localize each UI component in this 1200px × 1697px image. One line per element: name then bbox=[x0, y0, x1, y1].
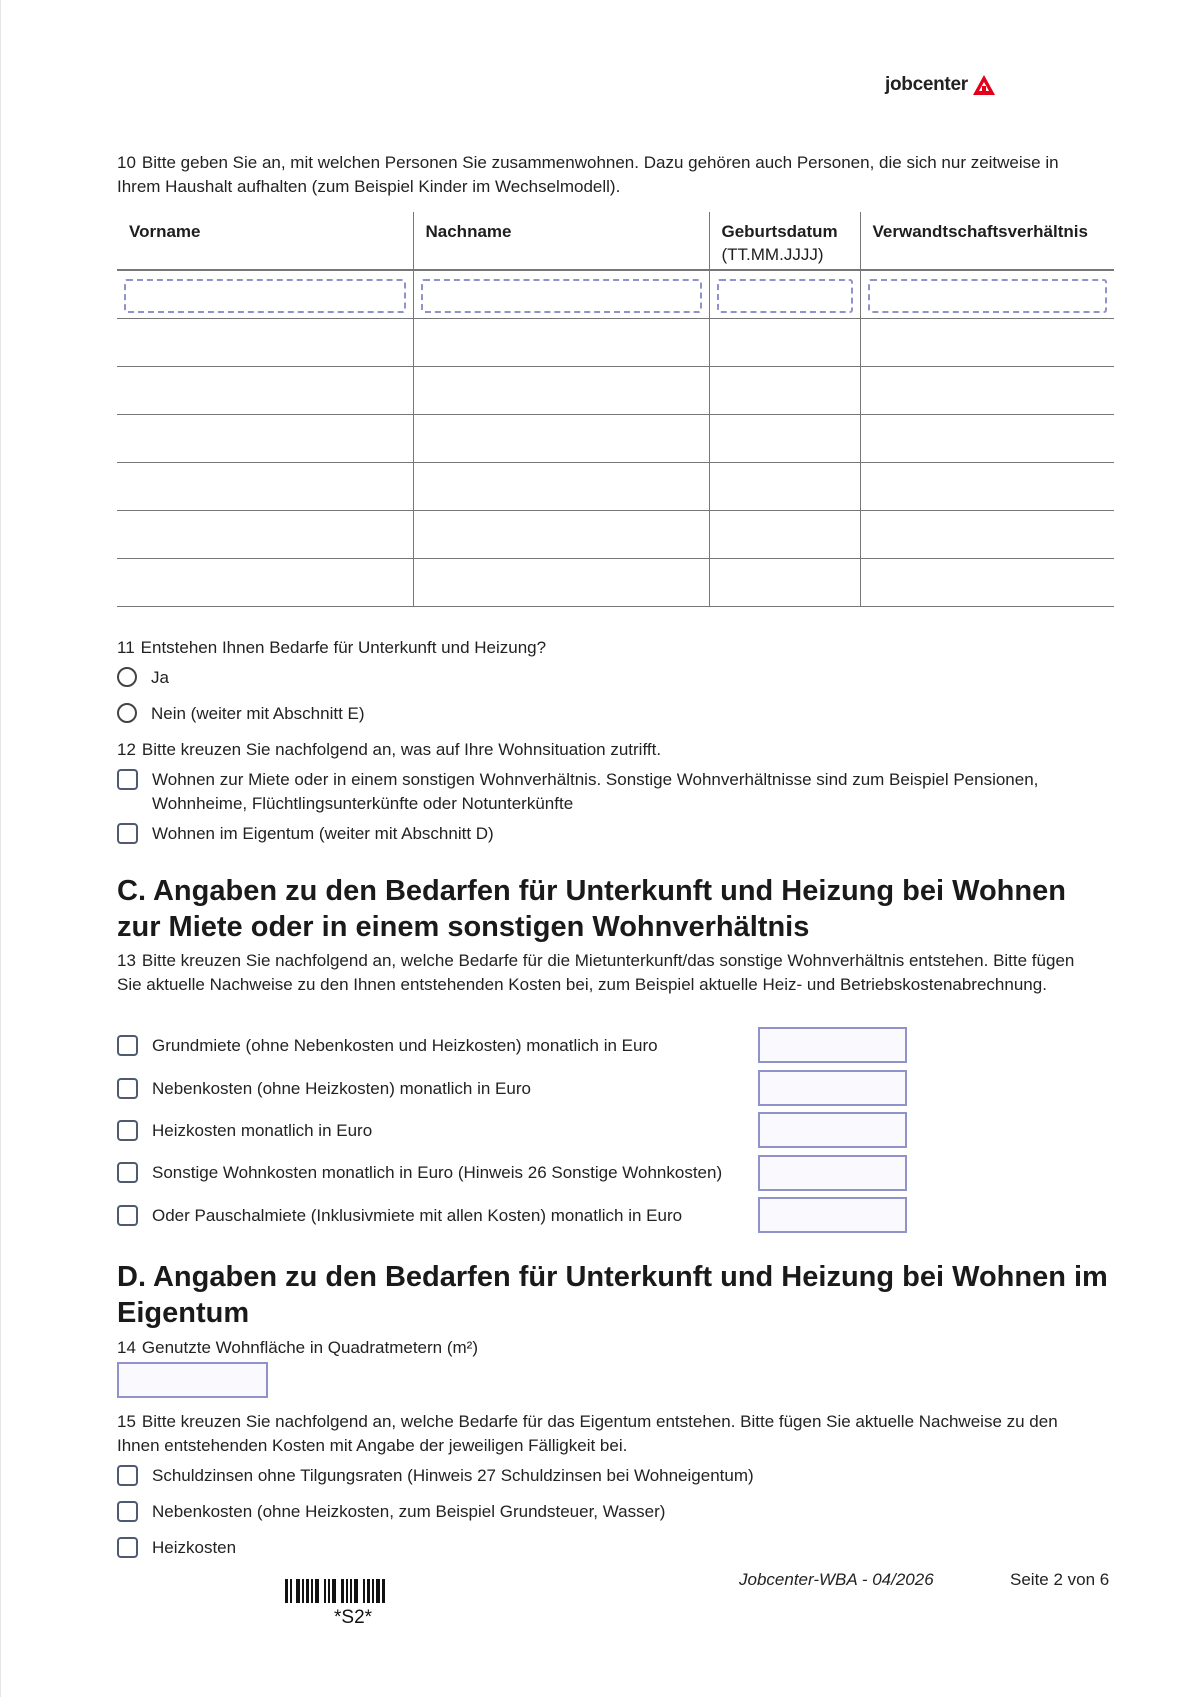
table-cell[interactable] bbox=[117, 558, 413, 606]
option-ownership[interactable] bbox=[117, 822, 1107, 846]
question-number: 14 bbox=[117, 1338, 136, 1357]
table-cell[interactable] bbox=[413, 510, 709, 558]
table-row bbox=[117, 510, 1114, 558]
question-text: Bitte kreuzen Sie nachfolgend an, welche Bedarfe für die Mietunterkunft/das sonstige Wohnverhältnis entstehen. Bitte fügen Sie aktuelle Nachweise zu den Ihnen entstehenden Kosten bei, zum Beispiel aktuelle Heiz- und Betriebskostenabrechnung. bbox=[117, 951, 1075, 994]
table-cell[interactable] bbox=[860, 318, 1114, 366]
table-cell[interactable] bbox=[860, 414, 1114, 462]
question-text: Bitte kreuzen Sie nachfolgend an, welche Bedarfe für das Eigentum entstehen. Bitte fügen Sie aktuelle Nachweise zu den Ihnen entstehenden Kosten mit Angabe der jeweiligen Fälligkeit bei. bbox=[117, 1412, 1058, 1455]
yes-radio[interactable] bbox=[117, 667, 137, 687]
heating-checkbox[interactable] bbox=[117, 1537, 138, 1558]
option-label: Grundmiete (ohne Nebenkosten und Heizkosten) monatlich in Euro bbox=[152, 1036, 658, 1055]
question-11 bbox=[117, 636, 1097, 660]
flat-rent-checkbox[interactable] bbox=[117, 1205, 138, 1226]
table-cell[interactable] bbox=[117, 462, 413, 510]
table-cell[interactable] bbox=[860, 510, 1114, 558]
question-15 bbox=[117, 1410, 1097, 1458]
option-label: Heizkosten bbox=[152, 1538, 237, 1557]
question-text: Entstehen Ihnen Bedarfe für Unterkunft und Heizung? bbox=[140, 638, 547, 657]
household-members-table bbox=[117, 212, 1114, 607]
table-row bbox=[117, 414, 1114, 462]
option-flat-rent[interactable] bbox=[117, 1204, 1107, 1228]
table-cell[interactable] bbox=[709, 414, 860, 462]
column-header-relationship: Verwandtschaftsverhältnis bbox=[860, 212, 1114, 270]
option-additional-costs[interactable] bbox=[117, 1077, 1107, 1101]
relationship-input[interactable] bbox=[868, 279, 1108, 313]
question-number: 15 bbox=[117, 1412, 136, 1431]
table-cell[interactable] bbox=[709, 366, 860, 414]
logo-triangle-icon bbox=[973, 75, 995, 95]
option-label: Sonstige Wohnkosten monatlich in Euro (Hinweis 26 Sonstige Wohnkosten) bbox=[152, 1163, 723, 1182]
last-name-input[interactable] bbox=[421, 279, 702, 313]
question-text: Bitte geben Sie an, mit welchen Personen Sie zusammenwohnen. Dazu gehören auch Personen, die sich nur zeitweise in Ihrem Haushalt aufhalten (zum Beispiel Kinder im Wechselmodell). bbox=[117, 153, 1059, 196]
table-cell[interactable] bbox=[860, 366, 1114, 414]
table-cell[interactable] bbox=[860, 462, 1114, 510]
ancillary-costs-checkbox[interactable] bbox=[117, 1501, 138, 1522]
barcode bbox=[285, 1579, 387, 1603]
table-row bbox=[117, 318, 1114, 366]
table-cell[interactable] bbox=[413, 462, 709, 510]
option-mortgage-interest[interactable] bbox=[117, 1464, 1107, 1488]
question-number: 11 bbox=[117, 638, 135, 657]
option-heating[interactable] bbox=[117, 1536, 1107, 1560]
column-header-first-name: Vorname bbox=[117, 212, 413, 270]
first-name-cell[interactable] bbox=[117, 270, 413, 318]
table-cell[interactable] bbox=[117, 318, 413, 366]
table-cell[interactable] bbox=[860, 558, 1114, 606]
date-format-hint: (TT.MM.JJJJ) bbox=[721, 245, 824, 264]
flat-rent-amount-input[interactable] bbox=[758, 1197, 907, 1233]
jobcenter-logo bbox=[885, 74, 995, 96]
table-cell[interactable] bbox=[413, 318, 709, 366]
table-row bbox=[117, 558, 1114, 606]
birthdate-label: Geburtsdatum bbox=[721, 222, 838, 241]
last-name-cell[interactable] bbox=[413, 270, 709, 318]
option-other-housing-costs[interactable] bbox=[117, 1161, 1107, 1185]
question-10 bbox=[117, 151, 1097, 199]
question-text: Bitte kreuzen Sie nachfolgend an, was auf Ihre Wohnsituation zutrifft. bbox=[141, 740, 662, 759]
option-label: Oder Pauschalmiete (Inklusivmiete mit allen Kosten) monatlich in Euro bbox=[152, 1206, 683, 1225]
table-cell[interactable] bbox=[709, 510, 860, 558]
question-number: 10 bbox=[117, 153, 136, 172]
option-label: Schuldzinsen ohne Tilgungsraten (Hinweis 27 Schuldzinsen bei Wohneigentum) bbox=[152, 1466, 754, 1485]
option-ancillary-costs[interactable] bbox=[117, 1500, 1107, 1524]
option-yes[interactable] bbox=[117, 666, 1107, 690]
table-row bbox=[117, 462, 1114, 510]
no-radio[interactable] bbox=[117, 703, 137, 723]
table-row bbox=[117, 366, 1114, 414]
option-base-rent[interactable] bbox=[117, 1034, 1107, 1058]
option-label: Wohnen im Eigentum (weiter mit Abschnitt D) bbox=[152, 824, 494, 843]
table-cell[interactable] bbox=[117, 366, 413, 414]
option-label: Ja bbox=[151, 668, 169, 687]
question-12 bbox=[117, 738, 1097, 762]
question-number: 13 bbox=[117, 951, 136, 970]
option-rental[interactable] bbox=[117, 768, 1107, 816]
barcode-text: *S2* bbox=[334, 1607, 373, 1628]
ownership-checkbox[interactable] bbox=[117, 823, 138, 844]
other-housing-costs-amount-input[interactable] bbox=[758, 1155, 907, 1191]
question-number: 12 bbox=[117, 740, 136, 759]
option-label: Nein (weiter mit Abschnitt E) bbox=[151, 704, 365, 723]
additional-costs-amount-input[interactable] bbox=[758, 1070, 907, 1106]
column-header-last-name: Nachname bbox=[413, 212, 709, 270]
question-text: Genutzte Wohnfläche in Quadratmetern (m²) bbox=[141, 1338, 478, 1357]
relationship-cell[interactable] bbox=[860, 270, 1114, 318]
table-cell[interactable] bbox=[117, 414, 413, 462]
table-cell[interactable] bbox=[117, 510, 413, 558]
section-d-heading: D. Angaben zu den Bedarfen für Unterkunft und Heizung bei Wohnen im Eigentum bbox=[117, 1261, 1108, 1329]
table-cell[interactable] bbox=[413, 366, 709, 414]
heating-costs-amount-input[interactable] bbox=[758, 1112, 907, 1148]
table-header-row bbox=[117, 212, 1114, 270]
birthdate-cell[interactable] bbox=[709, 270, 860, 318]
table-cell[interactable] bbox=[413, 558, 709, 606]
option-label: Wohnen zur Miete oder in einem sonstigen Wohnverhältnis. Sonstige Wohnverhältnisse sind zum Beispiel Pensionen, Wohnheime, Flüchtlingsunterkünfte oder Notunterkünfte bbox=[152, 770, 1039, 813]
question-14 bbox=[117, 1336, 1097, 1360]
option-label: Nebenkosten (ohne Heizkosten, zum Beispiel Grundsteuer, Wasser) bbox=[152, 1502, 666, 1521]
column-header-birthdate bbox=[709, 212, 860, 270]
question-13 bbox=[117, 949, 1097, 997]
rental-checkbox[interactable] bbox=[117, 769, 138, 790]
page-number: Seite 2 von 6 bbox=[1010, 1570, 1110, 1589]
table-cell[interactable] bbox=[709, 462, 860, 510]
table-cell[interactable] bbox=[413, 414, 709, 462]
table-cell[interactable] bbox=[709, 318, 860, 366]
option-label: Nebenkosten (ohne Heizkosten) monatlich in Euro bbox=[152, 1079, 531, 1098]
option-label: Heizkosten monatlich in Euro bbox=[152, 1121, 373, 1140]
form-reference: Jobcenter-WBA - 04/2026 bbox=[739, 1570, 934, 1589]
section-c-heading: C. Angaben zu den Bedarfen für Unterkunft und Heizung bei Wohnen zur Miete oder in einem sonstigen Wohnverhältnis bbox=[117, 875, 1066, 943]
base-rent-checkbox[interactable] bbox=[117, 1035, 138, 1056]
table-cell[interactable] bbox=[709, 558, 860, 606]
mortgage-interest-checkbox[interactable] bbox=[117, 1465, 138, 1486]
additional-costs-checkbox[interactable] bbox=[117, 1078, 138, 1099]
heating-costs-checkbox[interactable] bbox=[117, 1120, 138, 1141]
birthdate-input[interactable] bbox=[717, 279, 853, 313]
first-name-input[interactable] bbox=[124, 279, 406, 313]
living-area-input[interactable] bbox=[117, 1362, 268, 1398]
table-row bbox=[117, 270, 1114, 318]
option-no[interactable] bbox=[117, 702, 1107, 726]
other-housing-costs-checkbox[interactable] bbox=[117, 1162, 138, 1183]
logo-text: jobcenter bbox=[885, 74, 968, 95]
option-heating-costs[interactable] bbox=[117, 1119, 1107, 1143]
base-rent-amount-input[interactable] bbox=[758, 1027, 907, 1063]
